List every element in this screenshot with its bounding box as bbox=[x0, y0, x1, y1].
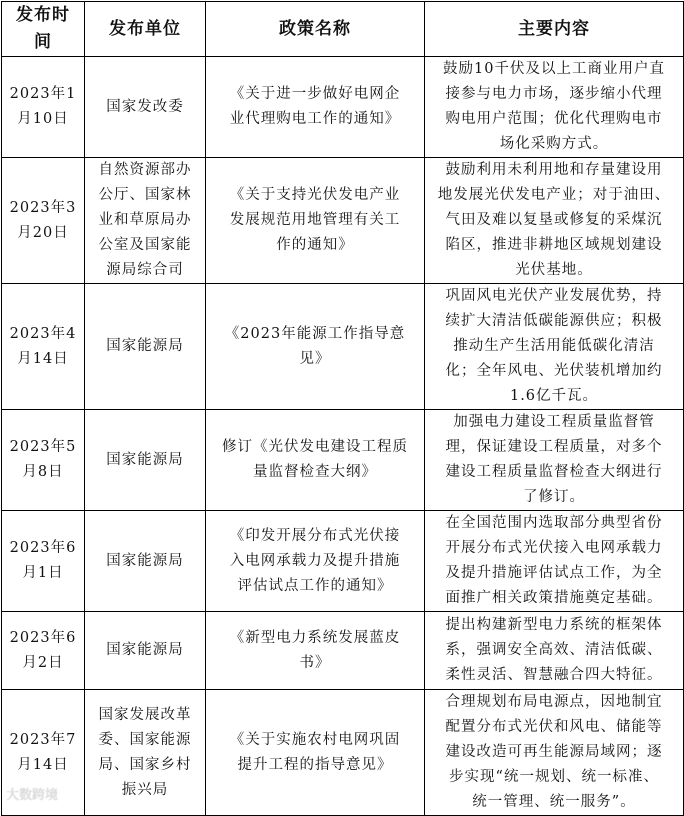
table-row bbox=[2, 511, 684, 612]
issuer-cell: 国家发改委 bbox=[85, 57, 206, 158]
policy-cell: 《关于支持光伏发电产业 发展规范用地管理有关工 作的通知》 bbox=[206, 158, 425, 284]
content-cell: 巩固风电光伏产业发展优势，持 续扩大清洁低碳能源供应；积极 推动生产生活用能低碳化清洁 化；全年风电、光伏装机增加约 1.6亿千瓦。 bbox=[425, 284, 684, 410]
date-cell: 2023年3 月20日 bbox=[2, 158, 85, 284]
watermark: 大数跨境 bbox=[6, 788, 59, 803]
table-row bbox=[2, 57, 684, 158]
date-cell: 2023年7 月14日 bbox=[2, 690, 85, 816]
table-row bbox=[2, 690, 684, 816]
date-cell: 2023年6 月1日 bbox=[2, 511, 85, 612]
policy-cell: 《关于进一步做好电网企 业代理购电工作的通知》 bbox=[206, 57, 425, 158]
issuer-cell: 自然资源部办 公厅、国家林 业和草原局办 公室及国家能 源局综合司 bbox=[85, 158, 206, 284]
header-policy: 政策名称 bbox=[206, 2, 425, 57]
header-date: 发布时 间 bbox=[2, 2, 85, 57]
date-cell: 2023年1 月10日 bbox=[2, 57, 85, 158]
header-content: 主要内容 bbox=[425, 2, 684, 57]
header-issuer: 发布单位 bbox=[85, 2, 206, 57]
policy-cell: 《2023年能源工作指导意 见》 bbox=[206, 284, 425, 410]
policy-cell: 《新型电力系统发展蓝皮 书》 bbox=[206, 612, 425, 690]
policy-cell: 《印发开展分布式光伏接 入电网承载力及提升措施 评估试点工作的通知》 bbox=[206, 511, 425, 612]
policy-table bbox=[1, 1, 684, 816]
content-cell: 在全国范围内选取部分典型省份 开展分布式光伏接入电网承载力 及提升措施评估试点工作，为全 面推广相关政策措施奠定基础。 bbox=[425, 511, 684, 612]
table-row bbox=[2, 612, 684, 690]
issuer-cell: 国家能源局 bbox=[85, 284, 206, 410]
issuer-cell: 国家发展改革 委、国家能源 局、国家乡村 振兴局 bbox=[85, 690, 206, 816]
policy-cell: 《关于实施农村电网巩固 提升工程的指导意见》 bbox=[206, 690, 425, 816]
date-cell: 2023年5 月8日 bbox=[2, 410, 85, 511]
table-row bbox=[2, 410, 684, 511]
content-cell: 合理规划布局电源点，因地制宜 配置分布式光伏和风电、储能等 建设改造可再生能源局域网；逐 步实现“统一规划、统一标准、 统一管理、统一服务”。 bbox=[425, 690, 684, 816]
issuer-cell: 国家能源局 bbox=[85, 410, 206, 511]
header-row bbox=[2, 2, 684, 57]
table-row bbox=[2, 158, 684, 284]
content-cell: 提出构建新型电力系统的框架体 系，强调安全高效、清洁低碳、 柔性灵活、智慧融合四大特征。 bbox=[425, 612, 684, 690]
date-cell: 2023年4 月14日 bbox=[2, 284, 85, 410]
table-row bbox=[2, 284, 684, 410]
content-cell: 鼓励10千伏及以上工商业用户直 接参与电力市场，逐步缩小代理 购电用户范围；优化代理购电市 场化采购方式。 bbox=[425, 57, 684, 158]
date-cell: 2023年6 月2日 bbox=[2, 612, 85, 690]
content-cell: 加强电力建设工程质量监督管 理，保证建设工程质量，对多个 建设工程质量监督检查大纲进行 了修订。 bbox=[425, 410, 684, 511]
content-cell: 鼓励利用未利用地和存量建设用 地发展光伏发电产业；对于油田、 气田及难以复垦或修复的采煤沉 陷区，推进非耕地区域规划建设 光伏基地。 bbox=[425, 158, 684, 284]
policy-cell: 修订《光伏发电建设工程质 量监督检查大纲》 bbox=[206, 410, 425, 511]
issuer-cell: 国家能源局 bbox=[85, 511, 206, 612]
issuer-cell: 国家能源局 bbox=[85, 612, 206, 690]
